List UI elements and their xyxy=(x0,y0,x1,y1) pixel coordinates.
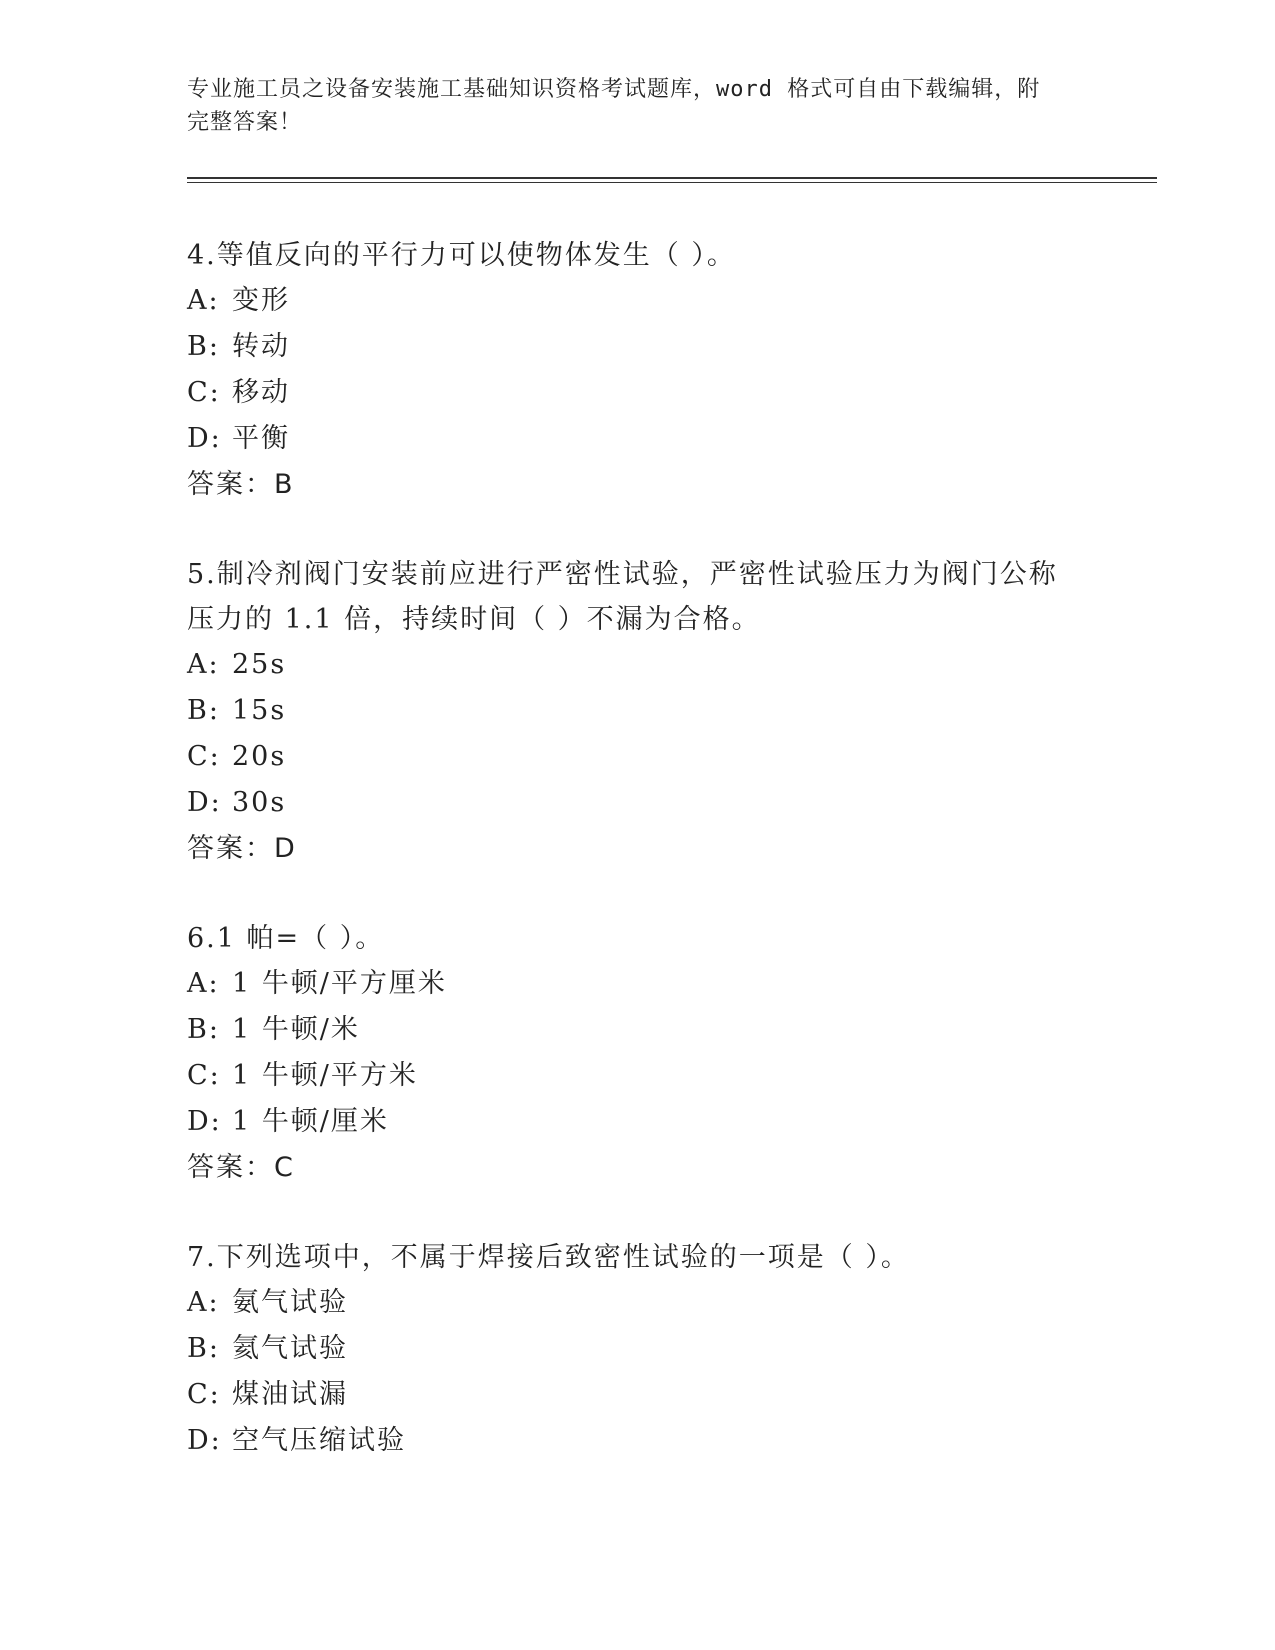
option-a xyxy=(187,961,1067,1007)
question-stem xyxy=(187,552,1067,642)
option-d xyxy=(187,780,1067,826)
option-b xyxy=(187,688,1067,734)
option-text: 转动 xyxy=(232,331,290,362)
option-key: C: xyxy=(187,1379,221,1410)
question-6 xyxy=(187,916,1067,1191)
option-b xyxy=(187,324,1067,370)
question-text: 1 帕=（ ）。 xyxy=(216,923,385,954)
question-number: 6. xyxy=(187,923,217,954)
question-number: 7. xyxy=(187,1242,217,1273)
option-key: D: xyxy=(187,787,222,818)
question-number: 5. xyxy=(187,559,217,590)
option-text: 20s xyxy=(232,741,287,772)
header-intro-text: 专业施工员之设备安装施工基础知识资格考试题库，word 格式可自由下载编辑，附完整答案！ xyxy=(187,77,1041,135)
option-text: 氨气试验 xyxy=(232,1287,348,1318)
option-key: D: xyxy=(187,1106,222,1137)
option-c xyxy=(187,370,1067,416)
option-text: 氦气试验 xyxy=(232,1333,348,1364)
question-7 xyxy=(187,1235,1067,1464)
option-key: A: xyxy=(187,968,220,999)
header-divider-thick xyxy=(187,177,1157,179)
option-d xyxy=(187,1418,1067,1464)
answer-line: 答案：B xyxy=(187,469,295,500)
question-list xyxy=(187,233,1067,1508)
question-stem xyxy=(187,233,1067,278)
option-text: 移动 xyxy=(232,377,290,408)
option-key: C: xyxy=(187,1060,221,1091)
option-text: 煤油试漏 xyxy=(232,1379,348,1410)
option-key: B: xyxy=(187,1333,220,1364)
question-text: 下列选项中，不属于焊接后致密性试验的一项是（ ）。 xyxy=(216,1242,910,1273)
document-header xyxy=(187,73,1057,139)
option-text: 15s xyxy=(232,695,287,726)
option-key: A: xyxy=(187,649,220,680)
option-key: A: xyxy=(187,285,220,316)
question-stem xyxy=(187,1235,1067,1280)
question-text: 制冷剂阀门安装前应进行严密性试验，严密性试验压力为阀门公称压力的 1.1 倍，持续时间（ ）不漏为合格。 xyxy=(187,559,1058,635)
option-key: B: xyxy=(187,1014,220,1045)
answer-line: 答案：C xyxy=(187,1152,295,1183)
header-divider-thin xyxy=(187,182,1157,183)
question-4 xyxy=(187,233,1067,508)
option-text: 1 牛顿/厘米 xyxy=(232,1106,389,1137)
option-text: 1 牛顿/平方米 xyxy=(232,1060,418,1091)
option-key: B: xyxy=(187,695,220,726)
question-number: 4. xyxy=(187,240,217,271)
question-5 xyxy=(187,552,1067,872)
option-key: A: xyxy=(187,1287,220,1318)
option-c xyxy=(187,734,1067,780)
option-text: 1 牛顿/平方厘米 xyxy=(232,968,447,999)
option-key: D: xyxy=(187,1425,222,1456)
question-text: 等值反向的平行力可以使物体发生（ ）。 xyxy=(216,240,736,271)
option-key: C: xyxy=(187,741,221,772)
option-text: 25s xyxy=(232,649,287,680)
option-text: 变形 xyxy=(232,285,290,316)
option-text: 30s xyxy=(232,787,287,818)
option-text: 平衡 xyxy=(232,423,290,454)
option-a xyxy=(187,1280,1067,1326)
option-c xyxy=(187,1053,1067,1099)
option-key: C: xyxy=(187,377,221,408)
answer-line: 答案：D xyxy=(187,833,297,864)
option-text: 1 牛顿/米 xyxy=(232,1014,360,1045)
option-a xyxy=(187,642,1067,688)
option-text: 空气压缩试验 xyxy=(232,1425,406,1456)
option-key: B: xyxy=(187,331,220,362)
option-key: D: xyxy=(187,423,222,454)
option-d xyxy=(187,416,1067,462)
option-b xyxy=(187,1326,1067,1372)
option-c xyxy=(187,1372,1067,1418)
question-stem xyxy=(187,916,1067,961)
option-d xyxy=(187,1099,1067,1145)
option-a xyxy=(187,278,1067,324)
option-b xyxy=(187,1007,1067,1053)
